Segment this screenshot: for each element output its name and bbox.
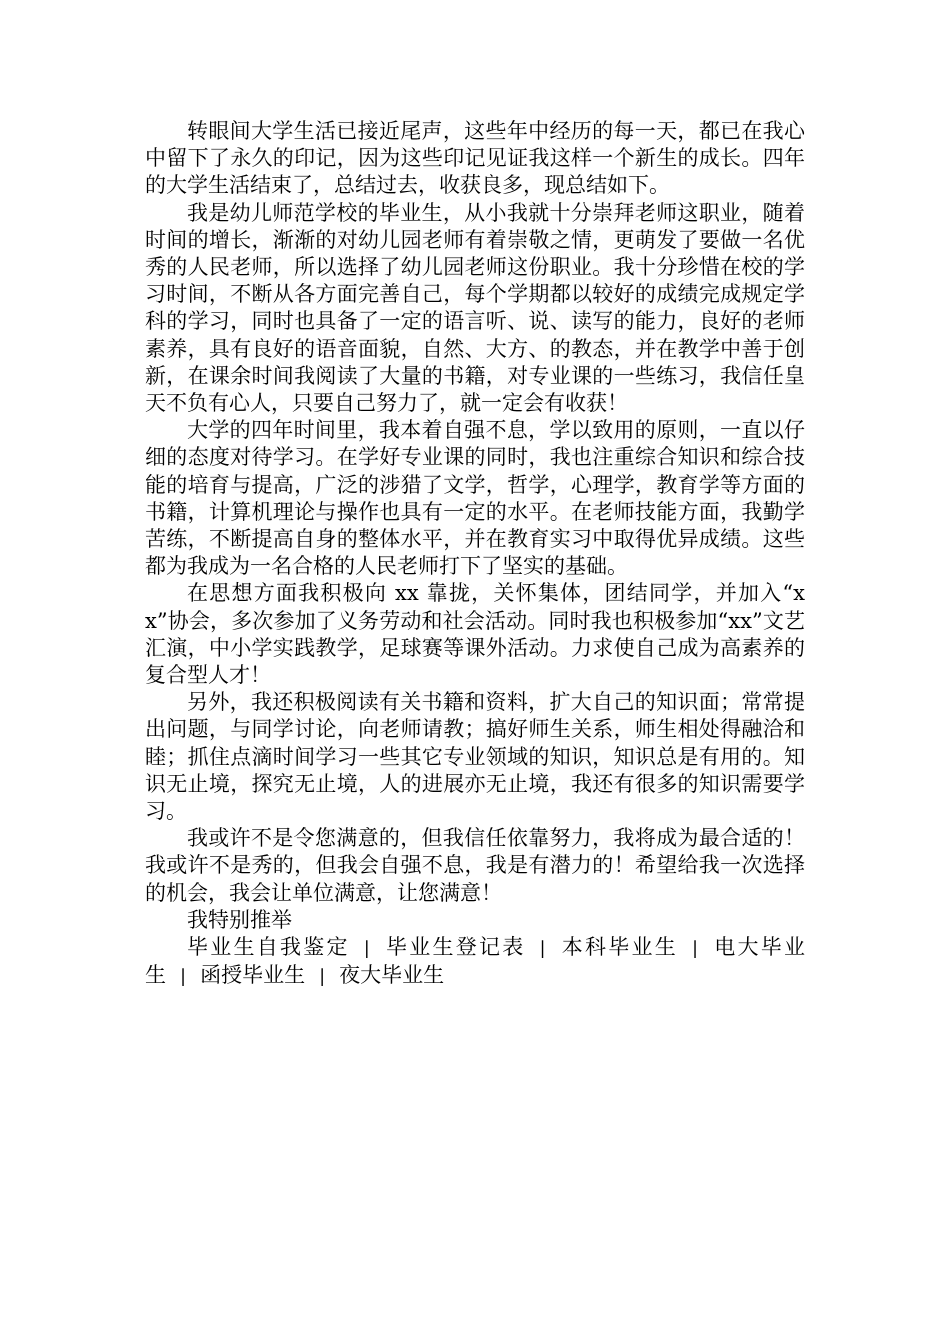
paragraph-recommend-heading: 我特别推举 (187, 907, 292, 932)
link-correspondence[interactable]: 函授毕业生 (200, 963, 306, 988)
paragraph-reading: 另外，我还积极阅读有关书籍和资料，扩大自己的知识面；常常提出问题，与同学讨论，向老师请教；搞好师生关系，师生相处得融洽和睦；抓住点滴时间学习一些其它专业领域的知识，知识总是有用的。知识无止境，探究无止境，人的进展亦无止境，我还有很多的知识需要学习。 (145, 690, 805, 824)
link-separator: | (180, 966, 187, 988)
link-undergraduate[interactable]: 本科毕业生 (559, 935, 678, 960)
link-tv-university[interactable]: 电大毕业生 (145, 935, 806, 988)
link-separator: | (319, 966, 326, 988)
paragraph-background: 我是幼儿师范学校的毕业生，从小我就十分崇拜老师这职业，随着时间的增长，渐渐的对幼儿园老师有着崇敬之情，更萌发了要做一名优秀的人民老师，所以选择了幼儿园老师这份职业。我十分珍惜在校的学习时间，不断从各方面完善自己，每个学期都以较好的成绩完成规定学科的学习，同时也具备了一定的语言听、说、读写的能力，良好的老师素养，具有良好的语音面貌，自然、大方、的教态，并在教学中善于创新，在课余时间我阅读了大量的书籍，对专业课的一些练习，我信任皇天不负有心人，只要自己努力了，就一定会有收获！ (145, 200, 805, 416)
document-body (145, 118, 805, 991)
paragraph-ideology: 在思想方面我积极向 xx 靠拢，关怀集体，团结同学，并加入“xx”协会，多次参加了义务劳动和社会活动。同时我也积极参加“xx”文艺汇演，中小学实践教学，足球赛等课外活动。力求使自己成为高素养的复合型人才！ (145, 581, 805, 688)
link-separator: | (539, 938, 546, 960)
link-registration-form[interactable]: 毕业生登记表 (383, 935, 526, 960)
recommend-links (145, 934, 805, 990)
paragraph-closing: 我或许不是令您满意的，但我信任依靠努力，我将成为最合适的！我或许不是秀的，但我会自强不息，我是有潜力的！希望给我一次选择的机会，我会让单位满意，让您满意！ (145, 826, 805, 905)
link-self-appraisal[interactable]: 毕业生自我鉴定 (187, 935, 350, 960)
link-separator: | (691, 938, 699, 960)
link-night-university[interactable]: 夜大毕业生 (339, 963, 445, 988)
link-separator: | (363, 938, 370, 960)
paragraph-study: 大学的四年时间里，我本着自强不息，学以致用的原则，一直以仔细的态度对待学习。在学好专业课的同时，我也注重综合知识和综合技能的培育与提高，广泛的涉猎了文学，哲学，心理学，教育学等方面的书籍，计算机理论与操作也具有一定的水平。在老师技能方面，我勤学苦练，不断提高自身的整体水平，并在教育实习中取得优异成绩。这些都为我成为一名合格的人民老师打下了坚实的基础。 (145, 418, 805, 579)
paragraph-intro: 转眼间大学生活已接近尾声，这些年中经历的每一天，都已在我心中留下了永久的印记，因为这些印记见证我这样一个新生的成长。四年的大学生活结束了，总结过去，收获良多，现总结如下。 (145, 119, 805, 198)
